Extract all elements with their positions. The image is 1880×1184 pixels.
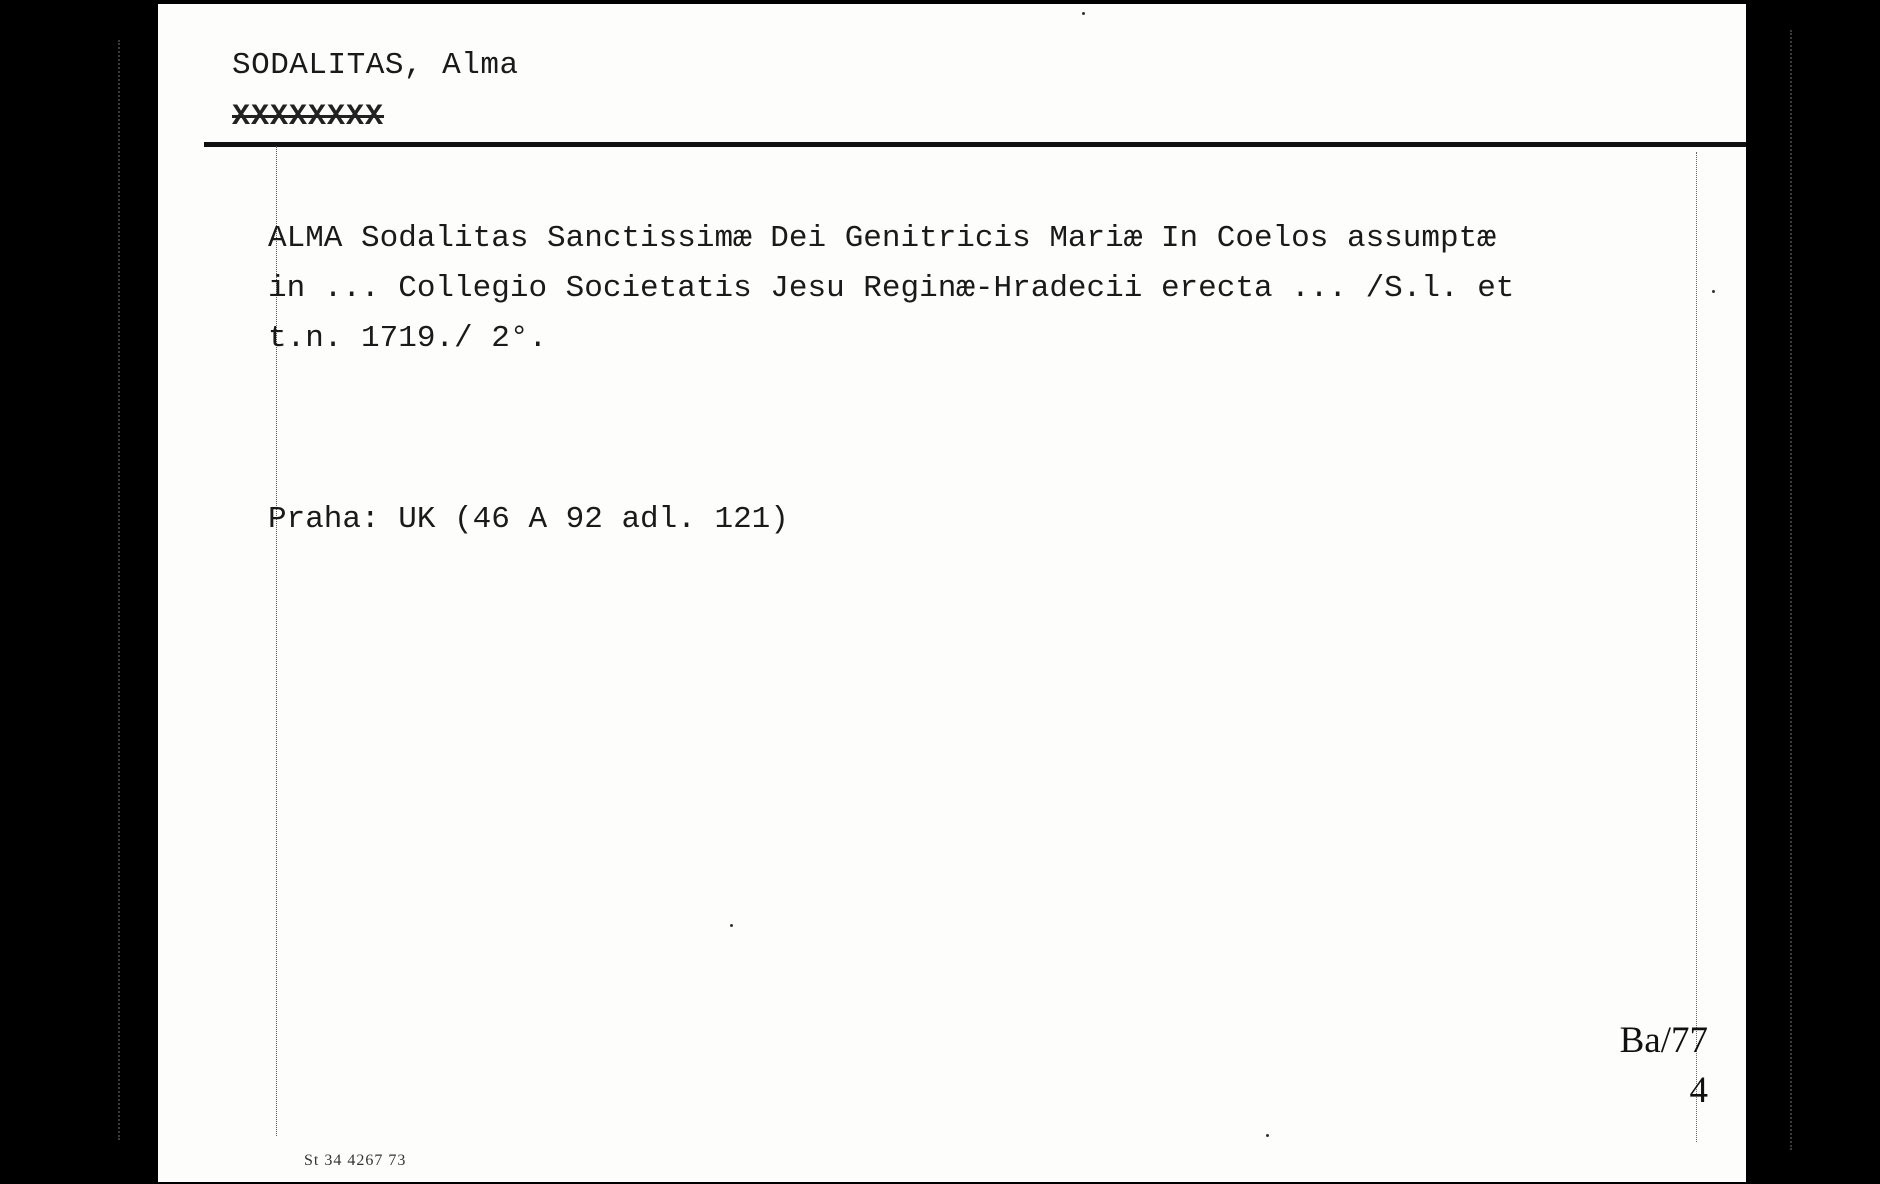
catalog-card <box>158 4 1746 1182</box>
right-margin-line <box>1696 152 1697 1142</box>
scan-speck <box>1082 12 1085 15</box>
heading-rule <box>204 142 1746 147</box>
description-line: ALMA Sodalitas Sanctissimæ Dei Genitricis Mariæ In Coelos assumptæ <box>268 221 1496 256</box>
scan-speck <box>1712 290 1715 293</box>
shelf-mark-block <box>1528 1016 1708 1116</box>
description-line: in ... Collegio Societatis Jesu Reginæ-Hradecii erecta ... /S.l. et <box>268 271 1515 306</box>
holding-location: Praha: UK (46 A 92 adl. 121) <box>268 502 789 537</box>
bibliographic-description <box>268 214 1618 364</box>
scan-speck <box>730 924 733 927</box>
scan-edge-left <box>118 40 120 1140</box>
scan-speck <box>1266 1134 1269 1137</box>
shelf-mark: Ba/77 <box>1619 1020 1708 1061</box>
description-line: t.n. 1719./ 2°. <box>268 321 548 356</box>
scan-edge-right <box>1790 30 1792 1150</box>
card-heading: SODALITAS, Alma <box>232 48 519 83</box>
struck-out-heading: XXXXXXXX <box>232 100 385 134</box>
print-mark: St 34 4267 73 <box>304 1152 407 1169</box>
shelf-number: 4 <box>1689 1070 1708 1111</box>
